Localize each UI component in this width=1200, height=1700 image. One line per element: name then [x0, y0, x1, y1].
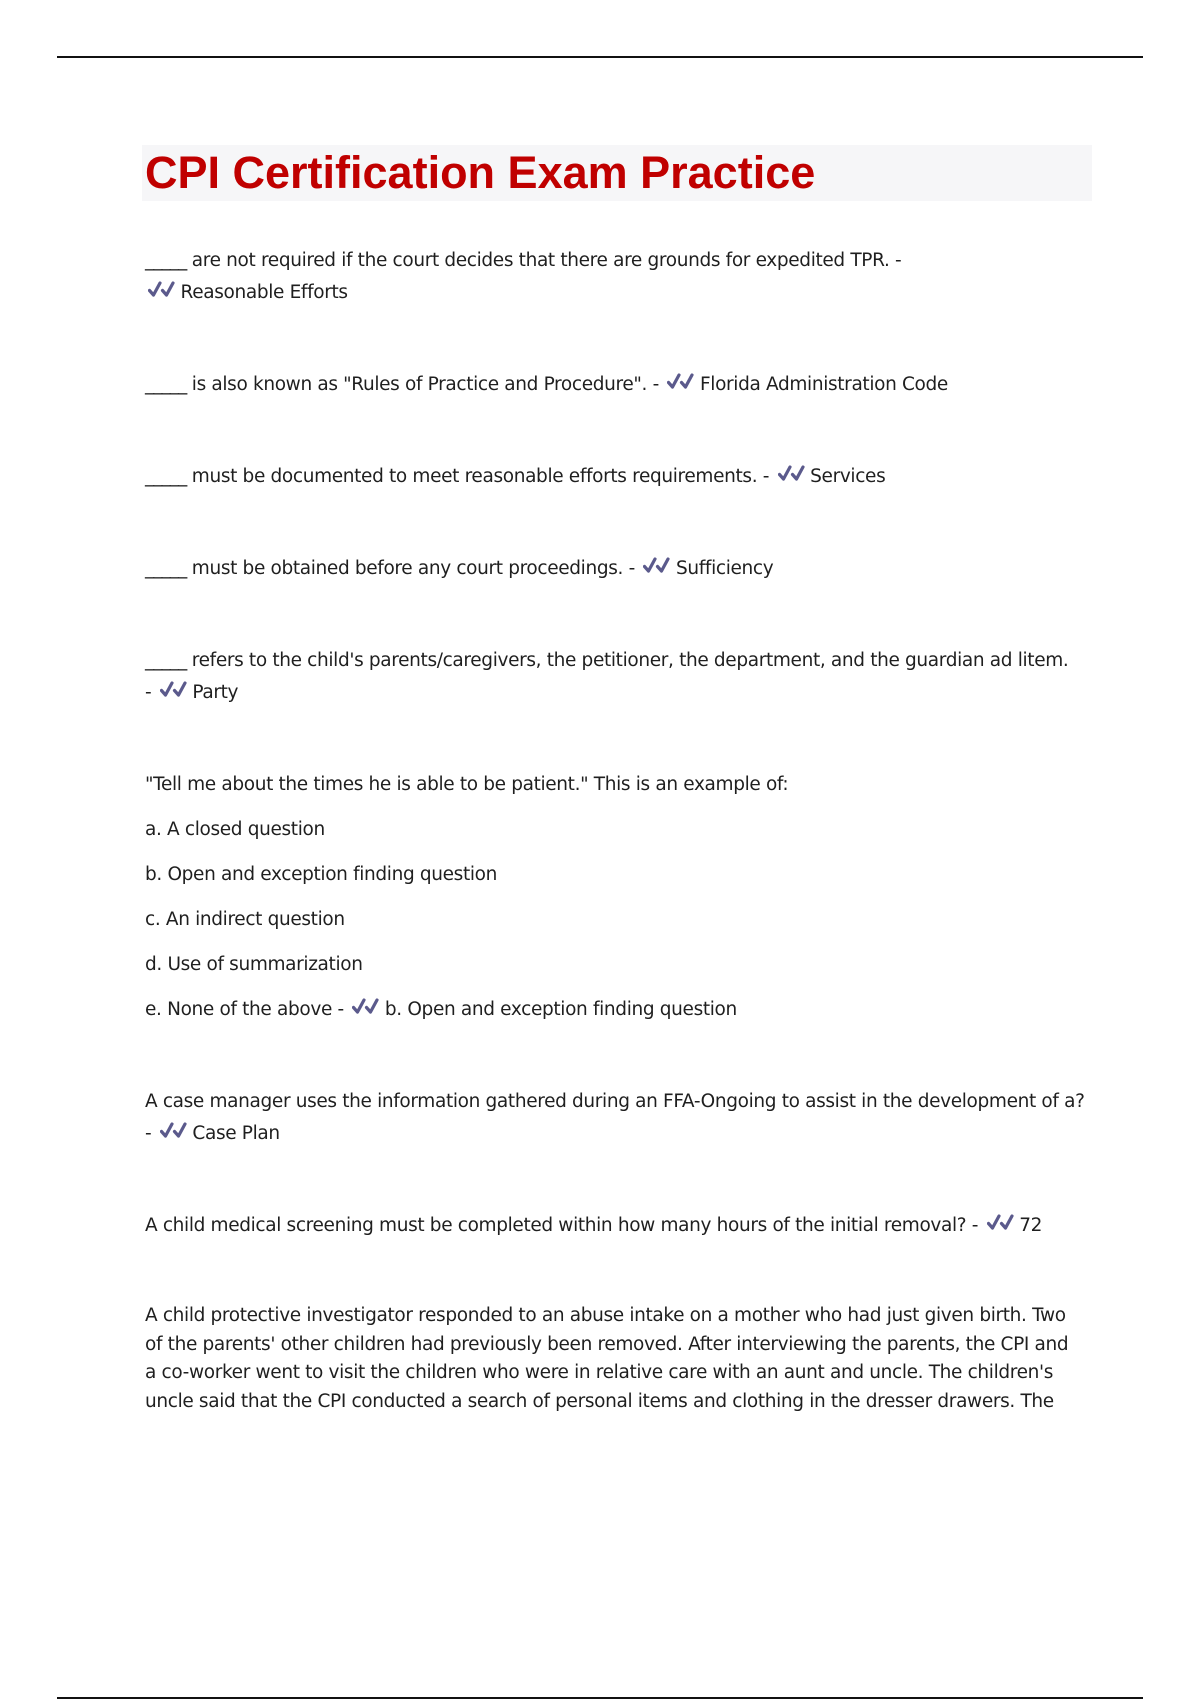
answer-text: b. Open and exception finding question: [384, 999, 737, 1020]
answer-text: 72: [1019, 1215, 1043, 1236]
option-e-text: e. None of the above -: [145, 999, 344, 1020]
question-3: [145, 461, 1095, 493]
answer-blank: _____: [145, 558, 187, 579]
question-text: A case manager uses the information gathered during an FFA-Ongoing to assist in the development of a?: [145, 1091, 1085, 1112]
double-check-icon: [148, 279, 175, 301]
question-text: are not required if the court decides that there are grounds for expedited TPR. -: [186, 250, 902, 271]
double-check-icon: [987, 1212, 1014, 1234]
answer-text: Sufficiency: [675, 558, 774, 579]
option-b: b. Open and exception finding question: [145, 864, 498, 885]
question-text: A child medical screening must be completed within how many hours of the initial removal? -: [145, 1215, 979, 1236]
answer-prefix: -: [145, 682, 152, 703]
question-8: [145, 1210, 1095, 1242]
question-6: [145, 769, 1095, 1026]
question-1: [145, 245, 1095, 309]
document-title: CPI Certification Exam Practice: [145, 147, 816, 198]
passage-line: a co-worker went to visit the children who were in relative care with an aunt and uncle. The children's: [145, 1362, 1054, 1383]
passage-line: A child protective investigator responded to an abuse intake on a mother who had just given birth. Two: [145, 1305, 1066, 1326]
answer-blank: _____: [145, 466, 187, 487]
option-d: d. Use of summarization: [145, 954, 363, 975]
question-4: [145, 553, 1095, 585]
answer-text: Party: [192, 682, 239, 703]
option-e: [145, 994, 1095, 1026]
passage-line: uncle said that the CPI conducted a search of personal items and clothing in the dresser drawers. The: [145, 1390, 1054, 1412]
question-5: [145, 645, 1095, 709]
question-text: must be obtained before any court proceedings. -: [186, 558, 635, 579]
double-check-icon: [643, 555, 670, 577]
double-check-icon: [160, 1120, 187, 1142]
question-2: [145, 369, 1095, 401]
double-check-icon: [352, 996, 379, 1018]
question-text: is also known as "Rules of Practice and Procedure". -: [186, 374, 659, 395]
double-check-icon: [667, 371, 694, 393]
question-7: [145, 1086, 1095, 1150]
answer-blank: _____: [145, 650, 187, 671]
passage-line: of the parents' other children had previously been removed. After interviewing the parents, the CPI and: [145, 1333, 1069, 1355]
answer-prefix: -: [145, 1123, 152, 1144]
double-check-icon: [778, 463, 805, 485]
answer-blank: _____: [145, 374, 187, 395]
answer-text: Services: [810, 466, 886, 487]
double-check-icon: [160, 679, 187, 701]
answer-text: Case Plan: [192, 1123, 280, 1144]
question-text: "Tell me about the times he is able to be patient." This is an example of:: [145, 774, 789, 795]
question-text: refers to the child's parents/caregivers, the petitioner, the department, and the guardian ad litem.: [186, 650, 1069, 671]
question-9-passage: [145, 1302, 1095, 1416]
bottom-rule: [57, 1697, 1143, 1699]
answer-text: Reasonable Efforts: [180, 282, 348, 303]
top-rule: [57, 56, 1143, 58]
question-text: must be documented to meet reasonable efforts requirements. -: [186, 466, 770, 487]
option-a: a. A closed question: [145, 819, 325, 840]
option-c: c. An indirect question: [145, 909, 345, 930]
answer-text: Florida Administration Code: [699, 374, 948, 395]
document-body: [145, 245, 1095, 1416]
answer-blank: _____: [145, 250, 187, 271]
